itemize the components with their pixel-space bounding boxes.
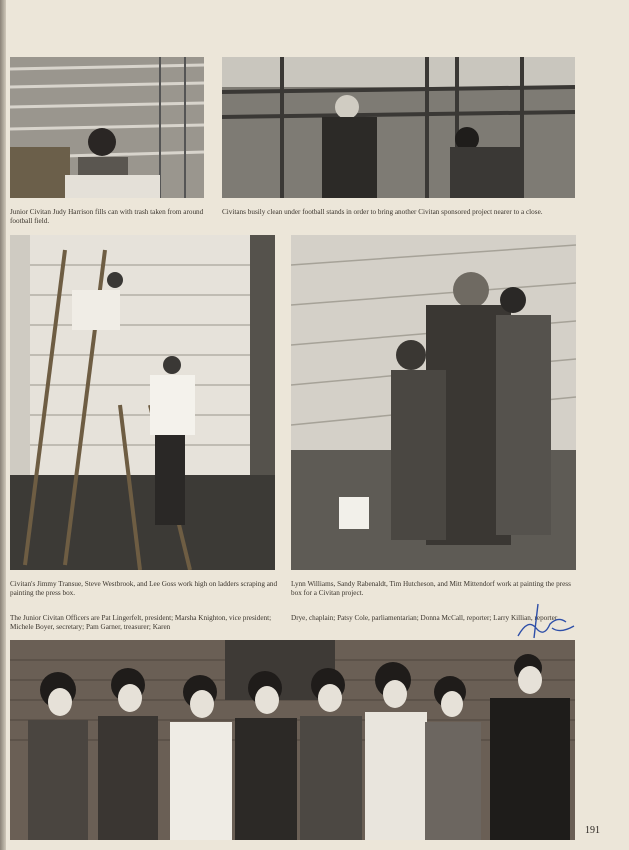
caption-cleaning-stands: Civitans busily clean under football stands in order to bring another Civitan sponsored project nearer to a close. bbox=[222, 208, 543, 216]
photo-ladders-press-box bbox=[10, 235, 275, 570]
caption-painting: Lynn Williams, Sandy Rabenaldt, Tim Hutcheson, and Mitt Mittendorf work at painting the press box for a Civitan project. bbox=[291, 580, 571, 597]
photo-cleaning-under-stands bbox=[222, 57, 575, 198]
caption-ladders: Civitan's Jimmy Transue, Steve Westbrook, and Lee Goss work high on ladders scraping and painting the press box. bbox=[10, 580, 278, 597]
photo-painting-press-box bbox=[291, 235, 576, 570]
caption-officers-left: The Junior Civitan Officers are Pat Lingerfelt, president; Marsha Knighton, vice president; Michele Boyer, secretary; Pam Garner, treasurer; Karen bbox=[10, 614, 272, 631]
page-binding-edge bbox=[0, 0, 6, 850]
caption-trash-pickup: Junior Civitan Judy Harrison fills can with trash taken from around football field. bbox=[10, 208, 204, 225]
photo-officers-group bbox=[10, 640, 575, 840]
handwritten-signature bbox=[508, 598, 580, 646]
photo-trash-pickup bbox=[10, 57, 204, 198]
caption-officers-right: Drye, chaplain; Patsy Cole, parliamentarian; Donna McCall, reporter; Larry Killian, reporter. bbox=[291, 614, 559, 622]
page-number: 191 bbox=[585, 825, 600, 836]
